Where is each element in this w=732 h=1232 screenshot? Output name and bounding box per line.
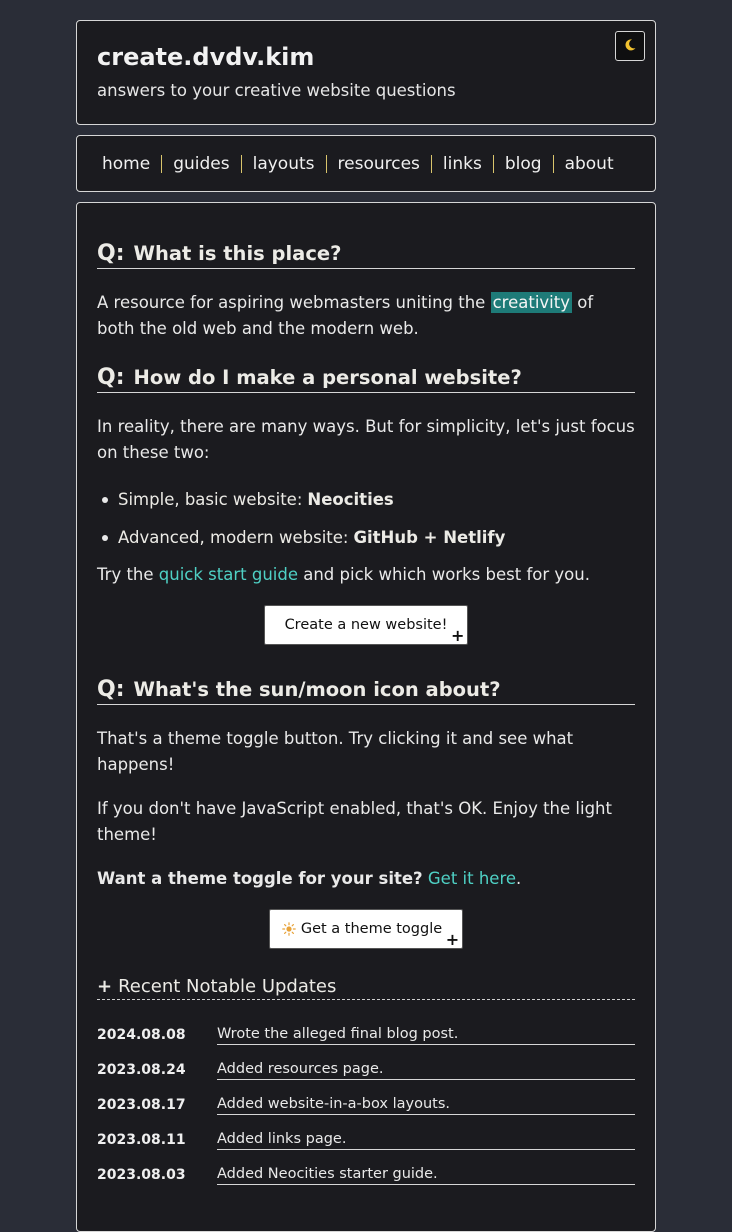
update-date: 2023.08.11	[97, 1132, 186, 1148]
update-date: 2024.08.08	[97, 1027, 186, 1043]
button-label: Create a new website!	[284, 617, 448, 633]
answer-text: Try the	[97, 565, 159, 584]
option-label: Simple, basic website:	[118, 490, 303, 509]
answer-text: .	[516, 869, 522, 888]
bullet	[102, 497, 108, 503]
update-text: Added Neocities starter guide.	[217, 1166, 635, 1185]
q-prefix: Q:	[97, 365, 125, 390]
q-prefix: Q:	[97, 677, 125, 702]
update-text: Added resources page.	[217, 1061, 635, 1080]
nav-layouts[interactable]: layouts	[252, 153, 315, 174]
nav-links[interactable]: links	[442, 153, 482, 174]
answer-paragraph	[97, 290, 635, 342]
question-title: How do I make a personal website?	[133, 366, 522, 389]
nav-resources[interactable]: resources	[337, 153, 420, 174]
update-row	[97, 1115, 635, 1150]
answer-paragraph: If you don't have JavaScript enabled, that's OK. Enjoy the light theme!	[97, 799, 612, 844]
sun-icon	[282, 922, 296, 936]
bold-text: Want a theme toggle for your site?	[97, 869, 423, 888]
button-row	[97, 909, 635, 949]
update-row	[97, 1045, 635, 1080]
question-title: What is this place?	[133, 242, 342, 265]
plus-icon: +	[451, 626, 465, 645]
site-title[interactable]: create.dvdv.kim	[97, 43, 315, 71]
answer-text: A resource for aspiring webmasters uniting the	[97, 293, 491, 312]
option-value: GitHub + Netlify	[353, 528, 506, 547]
bullet	[102, 535, 108, 541]
main-content	[76, 202, 656, 1232]
site-header	[76, 20, 656, 125]
update-text: Added website-in-a-box layouts.	[217, 1096, 635, 1115]
main-nav	[76, 135, 656, 192]
nav-guides[interactable]: guides	[173, 153, 230, 174]
nav-home[interactable]: home	[102, 153, 151, 174]
answer-paragraph	[97, 866, 635, 892]
quick-start-link[interactable]: quick start guide	[158, 565, 298, 584]
updates-title: Recent Notable Updates	[118, 976, 337, 997]
nav-about[interactable]: about	[564, 153, 614, 174]
updates-list	[97, 1010, 635, 1185]
question-heading	[97, 241, 635, 269]
update-row	[97, 1080, 635, 1115]
answer-paragraph: That's a theme toggle button. Try clicking it and see what happens!	[97, 729, 574, 774]
question-heading	[97, 365, 635, 393]
site-tagline: answers to your creative website questions	[97, 81, 456, 100]
button-row	[97, 605, 635, 645]
answer-paragraph: In reality, there are many ways. But for simplicity, let's just focus on these two:	[97, 417, 635, 462]
q-prefix: Q:	[97, 241, 125, 266]
option-value: Neocities	[307, 490, 394, 509]
nav-blog[interactable]: blog	[504, 153, 542, 174]
update-text: Added links page.	[217, 1131, 635, 1150]
options-list	[97, 488, 635, 550]
option-label: Advanced, modern website:	[118, 528, 349, 547]
update-date: 2023.08.24	[97, 1062, 186, 1078]
update-text: Wrote the alleged final blog post.	[217, 1026, 635, 1045]
update-row	[97, 1150, 635, 1185]
theme-toggle-link[interactable]: Get it here	[427, 869, 517, 888]
button-label: Get a theme toggle	[300, 921, 443, 937]
get-theme-toggle-button[interactable]	[269, 909, 463, 949]
answer-text: and pick which works best for you.	[297, 565, 590, 584]
page-container	[76, 20, 656, 1232]
question-heading	[97, 677, 635, 705]
plus-icon: +	[445, 930, 460, 949]
answer-text: of both the old web and the modern web.	[97, 293, 594, 338]
create-website-button[interactable]	[264, 605, 469, 645]
question-title: What's the sun/moon icon about?	[133, 678, 501, 701]
highlighted-word: creativity	[492, 293, 570, 312]
plus-icon: +	[97, 976, 113, 997]
update-row	[97, 1010, 635, 1045]
list-item	[97, 488, 635, 512]
theme-toggle-button[interactable]	[615, 31, 645, 61]
update-date: 2023.08.03	[97, 1167, 186, 1183]
answer-paragraph	[97, 562, 635, 588]
update-date: 2023.08.17	[97, 1097, 186, 1113]
list-item	[97, 526, 635, 550]
recent-updates-toggle[interactable]	[97, 976, 635, 1000]
moon-icon	[623, 37, 637, 56]
